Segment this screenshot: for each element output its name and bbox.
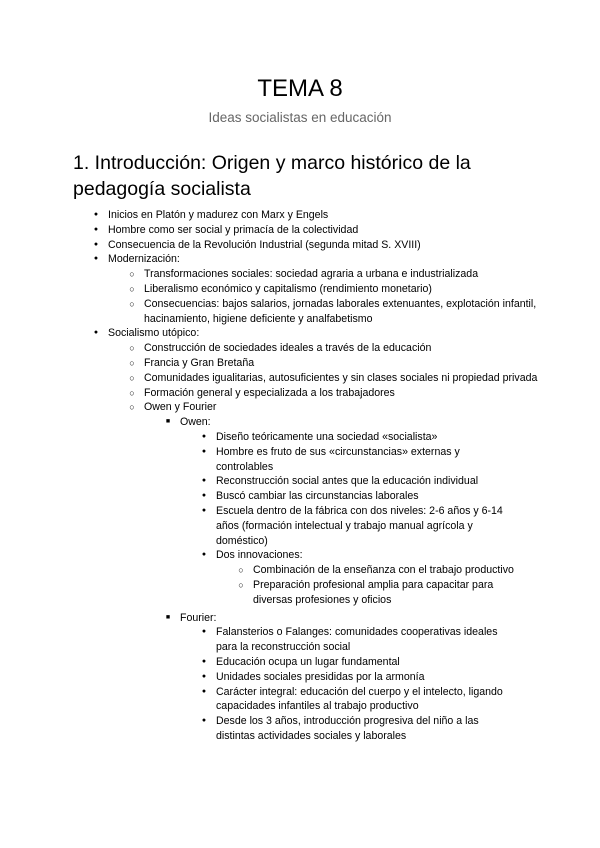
list-item: ● Hombre es fruto de sus «circunstancias» externas y controlables [216,445,516,475]
list-item: ○ Francia y Gran Bretaña [144,356,544,371]
bullet-dot-icon [198,625,210,641]
bullet-dot-icon [90,238,102,254]
outline-list [0,208,600,744]
bullet-circle-icon [126,356,138,372]
bullet-dot-icon [198,685,210,701]
bullet-dot-icon [198,489,210,505]
list-item: ○ Combinación de la enseñanza con el trabajo productivo [253,563,518,578]
document-subtitle: Ideas socialistas en educación [208,110,392,125]
list-item: ● Falansterios o Falanges: comunidades cooperativas ideales para la reconstrucción social [216,625,516,655]
bullet-dot-icon [90,208,102,224]
bullet-circle-icon [126,386,138,402]
bullet-dot-icon [90,326,102,342]
list-item: ● Carácter integral: educación del cuerpo y el intelecto, ligando capacidades infantiles al trabajo productivo [216,685,516,715]
bullet-dot-icon [90,252,102,268]
list-item: ○ Liberalismo económico y capitalismo (rendimiento monetario) [144,282,544,297]
list-item: ○ Preparación profesional amplia para capacitar para diversas profesiones y oficios [253,578,518,608]
bullet-circle-icon [126,400,138,416]
bullet-circle-icon [126,341,138,357]
list-item: ● Hombre como ser social y primacía de la colectividad [108,223,548,238]
bullet-dot-icon [198,430,210,446]
list-item: ○ Comunidades igualitarias, autosuficientes y sin clases sociales ni propiedad privada [144,371,544,386]
list-item: ● Reconstrucción social antes que la educación individual [216,474,516,489]
section-heading: 1. Introducción: Origen y marco histórico de la pedagogía socialista [73,152,471,200]
list-item: ● Dos innovaciones: [216,548,516,563]
bullet-circle-icon [126,282,138,298]
bullet-dot-icon [198,504,210,520]
list-item: ● Escuela dentro de la fábrica con dos niveles: 2-6 años y 6-14 años (formación intelectual y trabajo manual agrícola y doméstico) [216,504,516,548]
list-item: ○ Transformaciones sociales: sociedad agraria a urbana e industrializada [144,267,544,282]
bullet-dot-icon [198,445,210,461]
bullet-dot-icon [198,655,210,671]
list-item: ○ Consecuencias: bajos salarios, jornadas laborales extenuantes, explotación infantil, hacinamiento, higiene deficiente y analfabetismo [144,297,544,327]
list-item: ● Modernización: [108,252,548,267]
list-item: ■ Owen: [180,415,540,430]
list-item: ● Unidades sociales presididas por la armonía [216,670,516,685]
list-item: ● Consecuencia de la Revolución Industrial (segunda mitad S. XVIII) [108,238,548,253]
bullet-square-icon [162,415,174,431]
bullet-circle-icon [126,371,138,387]
list-item: ● Buscó cambiar las circunstancias laborales [216,489,516,504]
bullet-circle-icon [126,297,138,313]
bullet-dot-icon [198,474,210,490]
bullet-dot-icon [198,548,210,564]
list-item: ■ Fourier: [180,611,540,626]
list-item: ○ Construcción de sociedades ideales a través de la educación [144,341,544,356]
bullet-circle-icon [126,267,138,283]
list-item: ● Diseño teóricamente una sociedad «socialista» [216,430,516,445]
bullet-square-icon [162,611,174,627]
document-title: TEMA 8 [257,75,343,102]
list-item: ○ Formación general y especializada a los trabajadores [144,386,544,401]
bullet-dot-icon [90,223,102,239]
list-item: ○ Owen y Fourier [144,400,544,415]
bullet-dot-icon [198,714,210,730]
list-item: ● Inicios en Platón y madurez con Marx y Engels [108,208,548,223]
list-item: ● Socialismo utópico: [108,326,548,341]
list-item: ● Desde los 3 años, introducción progresiva del niño a las distintas actividades sociales y laborales [216,714,516,744]
bullet-dot-icon [198,670,210,686]
bullet-circle-icon [235,578,247,594]
list-item: ● Educación ocupa un lugar fundamental [216,655,516,670]
bullet-circle-icon [235,563,247,579]
